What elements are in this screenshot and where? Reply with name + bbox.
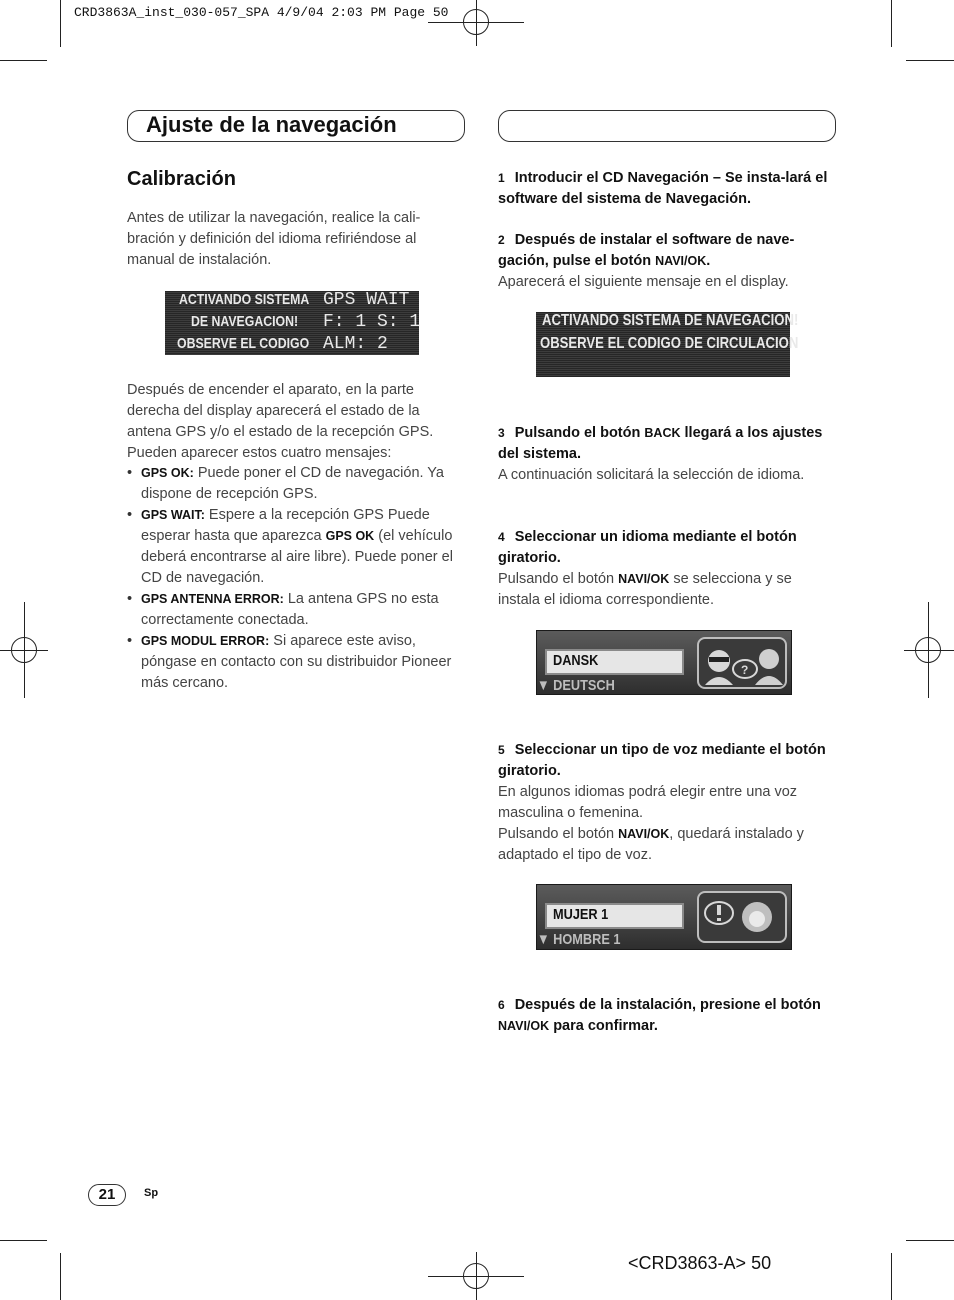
female-voice-icon — [697, 891, 787, 943]
list-item: • GPS WAIT: Espere a la recepción GPS Puede esperar hasta que aparezca GPS OK (el vehículo deberá encontrarse al aire libre). Puede poner el CD de navegación. — [127, 505, 462, 589]
display-line-2: OBSERVE EL CODIGO DE CIRCULACION — [540, 335, 799, 352]
lcd-display-language — [536, 630, 792, 695]
next-voice: ▼ HOMBRE 1 — [537, 931, 621, 948]
lcd-display-calibration — [165, 291, 419, 355]
display-status-1: GPS WAIT — [323, 290, 410, 310]
next-language: ▼ DEUTSCH — [537, 677, 615, 694]
subheading: Calibración — [127, 168, 236, 190]
list-item: • GPS OK: Puede poner el CD de navegación. Ya dispone de recepción GPS. — [127, 463, 462, 505]
voice-icon — [697, 637, 787, 689]
display-status-2: F: 1 S: 1 — [323, 312, 421, 332]
gps-message-list — [127, 463, 462, 694]
print-slug: CRD3863A_inst_030-057_SPA 4/9/04 2:03 PM Page 50 — [74, 5, 449, 20]
list-item: • GPS ANTENNA ERROR: La antena GPS no esta correctamente conectada. — [127, 589, 462, 631]
display-line-3: OBSERVE EL CODIGO — [177, 335, 310, 352]
selected-voice: MUJER 1 — [545, 903, 684, 929]
step-1: 1 Introducir el CD Navegación – Se insta-lará el software del sistema de Navegación. — [498, 170, 828, 207]
language-tag: Sp — [144, 1187, 159, 1199]
lcd-display-activation — [536, 312, 799, 377]
step-6: 6 Después de la instalación, presione el botón NAVI/OK para confirmar. — [498, 997, 821, 1034]
page-number: 21 — [88, 1184, 126, 1206]
list-item: • GPS MODUL ERROR: Si aparece este aviso, póngase en contacto con su distribuidor Pioneer más cercano. — [127, 631, 462, 694]
display-line-1: ACTIVANDO SISTEMA — [179, 291, 310, 308]
display-line-2: DE NAVEGACION! — [191, 313, 299, 330]
footer-code: <CRD3863-A> 50 — [628, 1253, 772, 1273]
step-5: 5 Seleccionar un tipo de voz mediante el botón giratorio. En algunos idiomas podrá elegir entre una voz masculina o femenina. Pulsando el botón NAVI/OK, quedará instalado y adaptado el tipo de voz. — [498, 742, 826, 863]
display-line-1: ACTIVANDO SISTEMA DE NAVEGACION! — [542, 312, 799, 329]
section-title: Ajuste de la navegación — [146, 112, 397, 137]
lcd-display-voice — [536, 884, 792, 950]
step-3: 3 Pulsando el botón BACK llegará a los ajustes del sistema. A continuación solicitará la selección de idioma. — [498, 425, 823, 483]
gps-paragraph: Después de encender el aparato, en la parte derecha del display aparecerá el estado de la antena GPS y/o el estado de la recepción GPS. Pueden aparecer estos cuatro mensajes: — [127, 382, 434, 461]
step-4: 4 Seleccionar un idioma mediante el botón giratorio. Pulsando el botón NAVI/OK se selecciona y se instala el idioma correspondiente. — [498, 529, 797, 608]
intro-paragraph: Antes de utilizar la navegación, realice la cali-bración y definición del idioma refiriéndose al manual de instalación. — [127, 210, 421, 268]
display-status-3: ALM: 2 — [323, 334, 388, 354]
selected-language: DANSK — [545, 649, 684, 675]
svg-text:?: ? — [741, 663, 749, 677]
empty-header-box — [498, 110, 836, 142]
step-2: 2 Después de instalar el software de nave-gación, pulse el botón NAVI/OK. Aparecerá el siguiente mensaje en el display. — [498, 232, 795, 290]
